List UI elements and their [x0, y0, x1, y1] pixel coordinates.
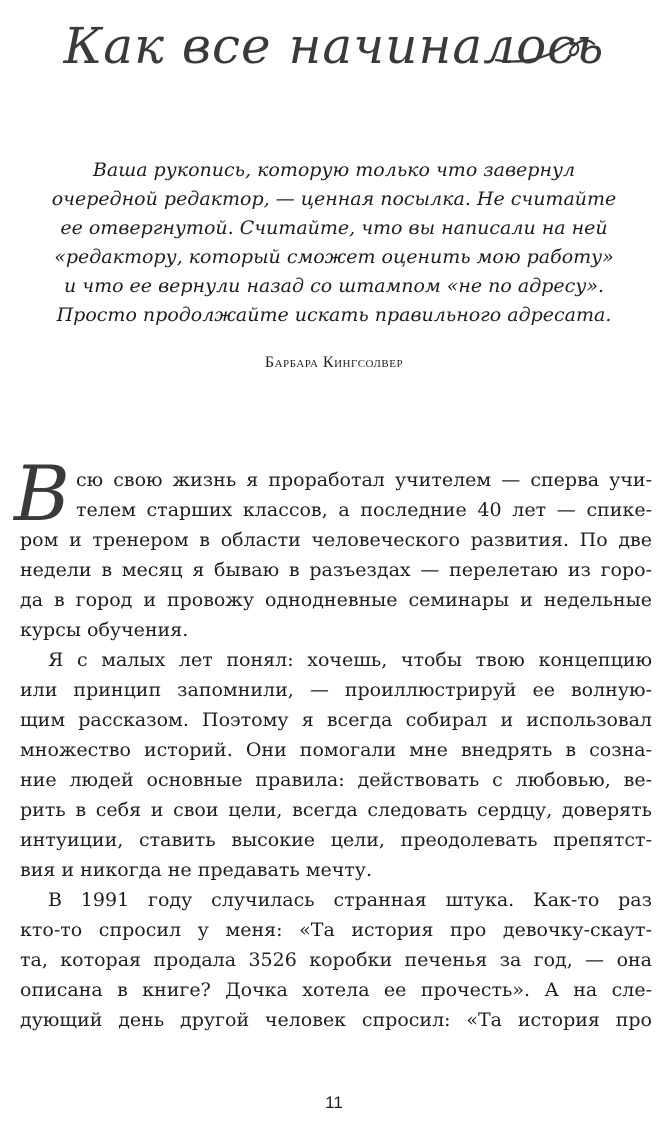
body-line: телем старших классов, а последние 40 лет — спике-	[76, 499, 652, 521]
body-line: щим рассказом. Поэтому я всегда собирал и использовал	[20, 709, 652, 731]
body-line: множество историй. Они помогали мне внедрять в созна-	[20, 739, 652, 761]
body-line: да в город и провожу однодневные семинары и недельные	[20, 589, 652, 611]
body-line: вия и никогда не предавать мечту.	[20, 859, 373, 881]
epigraph-line: ее отвергнутой. Считайте, что вы написали на ней	[60, 217, 608, 239]
epigraph	[40, 156, 628, 330]
body-line: В 1991 году случилась странная штука. Как-то раз	[48, 889, 652, 911]
epigraph-line: Ваша рукопись, которую только что завернул	[92, 159, 576, 181]
body-line: Я с малых лет понял: хочешь, чтобы твою концепцию	[48, 649, 652, 671]
page-number: 11	[325, 1093, 343, 1112]
title-swash-ornament	[488, 30, 598, 80]
body-line: рить в себя и свои цели, всегда следовать сердцу, доверять	[20, 799, 652, 821]
epigraph-line: очередной редактор, — ценная посылка. Не считайте	[51, 188, 617, 210]
epigraph-line: «редактору, который сможет оценить мою работу»	[54, 246, 614, 268]
body-line: интуиции, ставить высокие цели, преодолевать препятст-	[20, 829, 652, 851]
body-text	[20, 465, 652, 1035]
body-line: или принцип запомнили, — проиллюстрируй ее волную-	[20, 679, 652, 701]
body-line: ние людей основные правила: действовать с любовью, ве-	[20, 769, 652, 791]
drop-cap: В	[14, 449, 70, 538]
epigraph-line: Просто продолжайте искать правильного адресата.	[56, 304, 612, 326]
body-line: курсы обучения.	[20, 619, 189, 641]
chapter-title: Как все начиналось	[63, 17, 605, 75]
body-line: ром и тренером в области человеческого развития. По две	[20, 529, 652, 551]
body-line: дующий день другой человек спросил: «Та история про	[20, 1009, 652, 1031]
epigraph-line: и что ее вернули назад со штампом «не по адресу».	[63, 275, 605, 297]
epigraph-author: Барбара Кингсолвер	[264, 354, 404, 371]
body-line: недели в месяц я бываю в разъездах — перелетаю из горо-	[20, 559, 652, 581]
body-line: кто-то спросил у меня: «Та история про девочку-скаут-	[20, 919, 652, 941]
body-line: описана в книге? Дочка хотела ее прочесть». А на сле-	[20, 979, 652, 1001]
body-line: сю свою жизнь я проработал учителем — сперва учи-	[76, 469, 652, 491]
body-line: та, которая продала 3526 коробки печенья за год, — она	[20, 949, 652, 971]
